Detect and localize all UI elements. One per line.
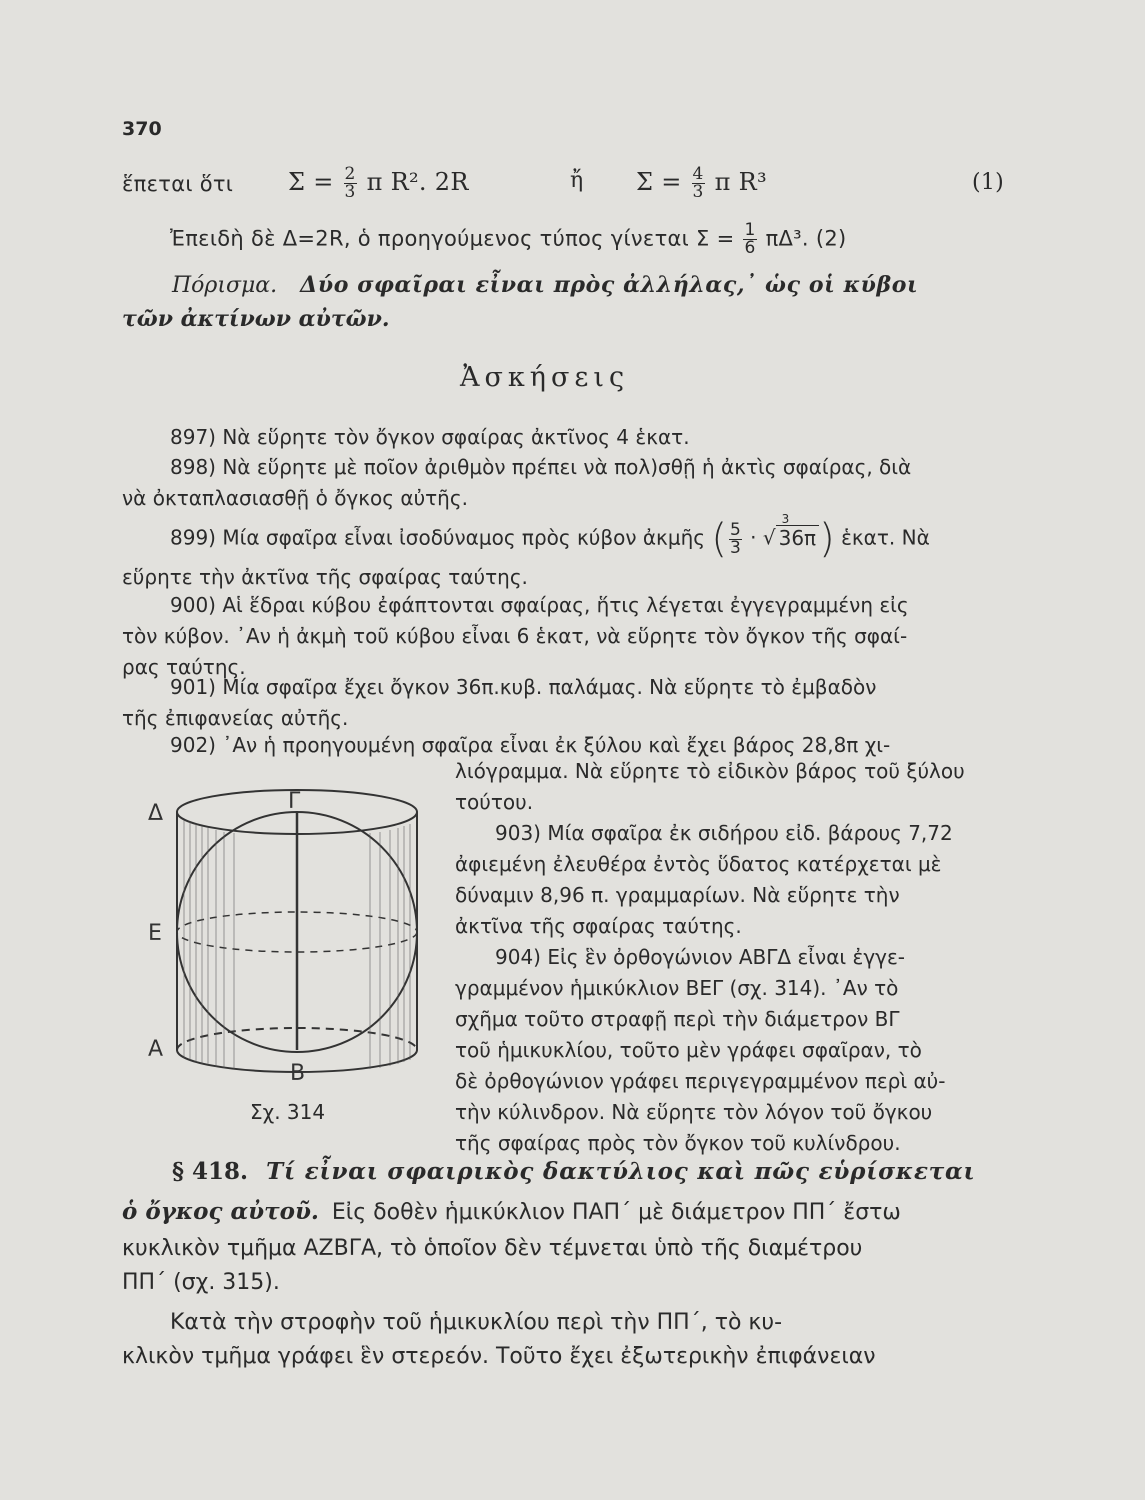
frac-numerator: 5 — [729, 519, 741, 540]
section-418-heading — [172, 1158, 975, 1185]
exercise-line: ἀφιεμένη ἐλευθέρα ἐντὸς ὕδατος κατέρχεται μὲ — [455, 852, 942, 876]
exercise-897 — [170, 422, 690, 453]
exercise-899-radical — [776, 511, 820, 550]
section-line: κλικὸν τμῆμα γράφει ἓν στερεόν. Τοῦτο ἔχει ἐξωτερικὴν ἐπιφάνειαν — [122, 1344, 876, 1369]
exercise-line: τῆς ἐπιφανείας αὐτῆς. — [122, 706, 349, 730]
corollary-title: Πόρισμα. — [172, 273, 278, 298]
exercise-line: τοῦ ἡμικυκλίου, τοῦτο μὲν γράφει σφαῖραν, τὸ — [455, 1038, 922, 1062]
formula-1-left-eq: Σ = — [288, 168, 334, 196]
exercise-line: ἀκτῖνα τῆς σφαίρας ταύτης. — [455, 914, 742, 938]
formula-1-fraction-a — [344, 166, 357, 201]
radicand: 36π — [776, 525, 820, 550]
figure-label-b: Β — [290, 1061, 306, 1086]
exercise-line: τούτου. — [455, 790, 534, 814]
figure-label-e: Ε — [148, 921, 162, 946]
exercise-899-line-2 — [122, 562, 528, 593]
section-title-2: ὁ ὄγκος αὐτοῦ. — [122, 1198, 319, 1225]
exercise-line: λιόγραμμα. Νὰ εὕρητε τὸ εἰδικὸν βάρος τοῦ ξύλου — [455, 759, 965, 783]
formula-2-rest: πΔ³. — [765, 226, 809, 251]
exercise-line: σχῆμα τοῦτο στραφῇ περὶ τὴν διάμετρον ΒΓ — [455, 1007, 900, 1031]
exercise-line: 897) Νὰ εὕρητε τὸν ὄγκον σφαίρας ἀκτῖνος 4 ἑκατ. — [170, 425, 690, 449]
section-418-body — [122, 1232, 876, 1374]
formula-1-right-eq: Σ = — [636, 168, 682, 196]
corollary-text-1: Δύο σφαῖραι εἶναι πρὸς ἀλλήλας,᾿ ὡς οἱ κύβοι — [300, 272, 919, 298]
exercise-line: 901) Μία σφαῖρα ἔχει ὄγκον 36π.κυβ. παλάμας. Νὰ εὕρητε τὸ ἐμβαδὸν — [170, 675, 877, 699]
formula-1-or: ἤ — [570, 168, 584, 193]
formula-1-fraction-b — [692, 166, 705, 201]
frac-denominator: 3 — [344, 182, 356, 202]
frac-denominator: 3 — [692, 182, 704, 202]
figure-314-cylinder — [140, 780, 440, 1090]
exercise-line: 900) Αἱ ἕδραι κύβου ἐφάπτονται σφαίρας, ἥτις λέγεται ἐγγεγραμμένη εἰς — [170, 593, 909, 617]
section-number: § 418. — [172, 1158, 249, 1185]
exercise-900 — [122, 590, 909, 683]
exercise-901 — [122, 672, 876, 734]
exercise-line: τὸν κύβον. ᾿Αν ἡ ἀκμὴ τοῦ κύβου εἶναι 6 ἑκατ, νὰ εὕρητε τὸν ὄγκον τῆς σφαί- — [122, 624, 908, 648]
frac-numerator: 1 — [744, 220, 756, 240]
exercise-line: εὕρητε τὴν ἀκτῖνα τῆς σφαίρας ταύτης. — [122, 565, 528, 589]
formula-1-right — [636, 166, 767, 201]
figure-label-d: Δ — [148, 801, 164, 826]
figure-label-a: Α — [148, 1037, 164, 1062]
exercise-899-line-1: 899) Μία σφαῖρα εἶναι ἰσοδύναμος πρὸς κύβον ἀκμῆς ( $\frac{5}{3}$ · √ 3 36π) ἑκατ. Νὰ — [170, 511, 930, 562]
corollary-line-2: τῶν ἀκτίνων αὐτῶν. — [122, 306, 390, 332]
formula-2-fraction — [743, 222, 756, 257]
exercise-line: νὰ ὀκταπλασιασθῇ ὁ ὄγκος αὐτῆς. — [122, 486, 468, 510]
section-line: Κατὰ τὴν στροφὴν τοῦ ἡμικυκλίου περὶ τὴν ΠΠ΄, τὸ κυ- — [170, 1310, 783, 1335]
section-line: κυκλικὸν τμῆμα ΑΖΒΓΑ, τὸ ὁποῖον δὲν τέμνεται ὑπὸ τῆς διαμέτρου — [122, 1236, 863, 1261]
figure-caption: Σχ. 314 — [250, 1100, 326, 1124]
corollary-line-1 — [172, 272, 918, 298]
section-line: ΠΠ΄ (σχ. 315). — [122, 1270, 280, 1295]
exercise-line: 899) Μία σφαῖρα εἶναι ἰσοδύναμος πρὸς κύβον ἀκμῆς — [170, 525, 705, 550]
exercise-898 — [122, 452, 911, 514]
formula-1-left-rest: π R². 2R — [366, 168, 469, 196]
frac-denominator: 3 — [729, 537, 741, 558]
exercise-line: ἑκατ. Νὰ — [841, 525, 930, 550]
exercises-heading: Ἀσκήσεις — [460, 362, 630, 393]
formula-1-left — [288, 166, 469, 201]
formula-1-right-rest: π R³ — [714, 168, 767, 196]
section-title-1: Τί εἶναι σφαιρικὸς δακτύλιος καὶ πῶς εὑρίσκεται — [266, 1158, 976, 1185]
exercise-line: ρας ταύτης. — [122, 655, 246, 679]
exercise-line: δὲ ὀρθογώνιον γράφει περιγεγραμμένον περὶ αὐ- — [455, 1069, 946, 1093]
exercise-line: δύναμιν 8,96 π. γραμμαρίων. Νὰ εὕρητε τὴν — [455, 883, 900, 907]
section-line-1: Εἰς δοθὲν ἡμικύκλιον ΠΑΠ΄ μὲ διάμετρον ΠΠ΄ ἔστω — [331, 1200, 901, 1225]
frac-numerator: 2 — [344, 164, 356, 184]
formula-2-text: Ἐπειδὴ δὲ Δ=2R, ὁ προηγούμενος τύπος γίνεται Σ = — [170, 226, 735, 251]
formula-1-label: (1) — [972, 170, 1005, 195]
exercise-899-fraction — [729, 519, 742, 558]
exercise-line: τὴν κύλινδρον. Νὰ εὕρητε τὸν λόγον τοῦ ὄγκου — [455, 1100, 933, 1124]
exercise-line: γραμμένον ἡμικύκλιον ΒΕΓ (σχ. 314). ᾿Αν τὸ — [455, 976, 899, 1000]
frac-denominator: 6 — [744, 238, 756, 258]
exercise-line: τῆς σφαίρας πρὸς τὸν ὄγκον τοῦ κυλίνδρου. — [455, 1131, 901, 1155]
page-number: 370 — [122, 118, 162, 140]
root-index: 3 — [781, 511, 790, 526]
formula-2 — [170, 222, 847, 257]
figure-label-g: Γ — [288, 789, 301, 814]
exercise-line: 902) ᾿Αν ἡ προηγουμένη σφαῖρα εἶναι ἐκ ξύλου καὶ ἔχει βάρος 28,8π χι- — [170, 733, 891, 757]
frac-numerator: 4 — [692, 164, 704, 184]
formula-2-label: (2) — [815, 226, 847, 251]
exercise-line: 898) Νὰ εὕρητε μὲ ποῖον ἀριθμὸν πρέπει νὰ πολ)σθῇ ἡ ἀκτὶς σφαίρας, διὰ — [170, 455, 912, 479]
exercise-line: 903) Μία σφαῖρα ἐκ σιδήρου εἰδ. βάρους 7,72 — [495, 821, 953, 845]
right-column-text — [455, 756, 965, 1159]
formula-1-lead: ἕπεται ὅτι — [122, 172, 234, 196]
section-418-line-2 — [122, 1198, 901, 1225]
exercise-line: 904) Εἰς ἓν ὀρθογώνιον ΑΒΓΔ εἶναι ἐγγε- — [495, 945, 906, 969]
